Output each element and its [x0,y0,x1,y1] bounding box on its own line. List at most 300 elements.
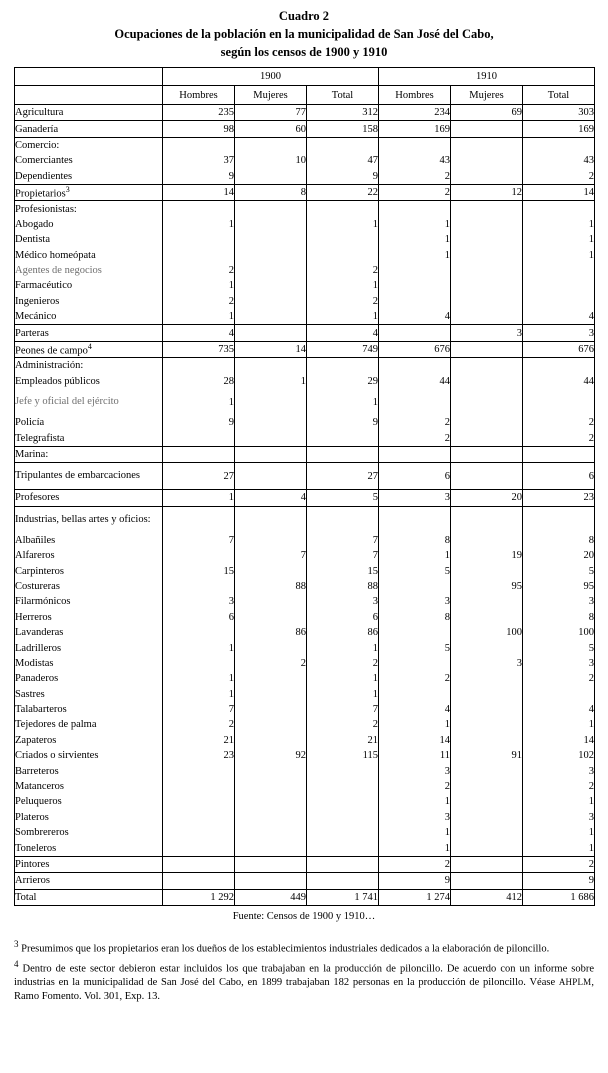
table-row [15,105,595,121]
row-value: 169 [379,121,451,137]
row-value: 6 [163,610,235,625]
row-value [163,506,235,533]
table-row [15,184,595,200]
row-value: 3 [451,325,523,341]
row-value: 9 [523,873,595,889]
row-value: 3 [523,656,595,671]
row-value [451,263,523,278]
row-label: Arrieros [15,873,163,889]
row-value [307,840,379,856]
row-value [163,248,235,263]
row-value [163,825,235,840]
row-value [235,137,307,153]
row-value [163,579,235,594]
row-value [307,779,379,794]
row-value: 2 [235,656,307,671]
row-value: 4 [523,309,595,325]
row-value [307,810,379,825]
row-label: Industrias, bellas artes y oficios: [15,506,163,533]
row-value: 1 [163,278,235,293]
row-value: 303 [523,105,595,121]
row-value [451,763,523,778]
row-value: 412 [451,889,523,905]
table-row [15,889,595,905]
row-value [451,687,523,702]
table-row [15,278,595,293]
row-value [451,463,523,490]
table-row [15,490,595,506]
table-row [15,294,595,309]
table-row [15,794,595,809]
row-value [523,137,595,153]
row-value [451,341,523,357]
row-value [379,687,451,702]
row-value [451,248,523,263]
row-value [235,825,307,840]
row-value [523,506,595,533]
table-row [15,325,595,341]
table-row [15,446,595,462]
row-value: 1 [379,717,451,732]
row-value: 7 [235,548,307,563]
row-value: 60 [235,121,307,137]
row-value: 7 [307,548,379,563]
row-value: 3 [523,325,595,341]
row-value [235,810,307,825]
header-col-total-1900: Total [307,86,379,105]
row-label: Peluqueros [15,796,62,808]
row-value: 7 [307,702,379,717]
row-label: Talabarteros [15,704,67,716]
row-value [235,325,307,341]
row-value: 12 [451,184,523,200]
row-value [235,733,307,748]
table-row [15,232,595,247]
table-row [15,309,595,325]
row-label: Policía [15,417,45,429]
row-value [451,640,523,655]
row-label: Comercio: [15,137,163,153]
row-value: 312 [307,105,379,121]
row-value: 1 686 [523,889,595,905]
row-value [163,625,235,640]
row-label: Abogado [15,218,54,230]
row-label: Agricultura [15,107,64,119]
row-value: 9 [307,415,379,430]
row-value: 3 [379,490,451,506]
row-value: 86 [307,625,379,640]
table-row [15,717,595,732]
row-value [163,763,235,778]
page-title: Cuadro 2 [278,9,330,23]
row-label: Barreteros [15,765,59,777]
row-value: 158 [307,121,379,137]
row-value [163,856,235,872]
row-value [235,278,307,293]
table-header [15,68,595,105]
row-value: 3 [307,594,379,609]
row-value: 44 [523,374,595,389]
table-row [15,169,595,185]
row-value [163,656,235,671]
row-value [379,201,451,217]
row-value [523,294,595,309]
row-value [451,779,523,794]
row-value: 1 [379,794,451,809]
row-value [235,840,307,856]
row-value [235,779,307,794]
row-value [163,201,235,217]
row-value [163,446,235,462]
page-subtitle-line1: Ocupaciones de la población en la municipalidad de San José del Cabo, [114,27,494,41]
row-value: 3 [523,810,595,825]
row-value: 1 [523,825,595,840]
row-value [235,415,307,430]
row-value: 1 [163,687,235,702]
table-row [15,463,595,490]
row-value [235,309,307,325]
footnote-3 [14,938,594,956]
row-value [307,825,379,840]
row-value: 1 [379,548,451,563]
row-value: 2 [307,717,379,732]
table-row [15,415,595,430]
row-value: 1 [523,217,595,232]
row-value: 1 [163,640,235,655]
row-label: Sastres [15,688,45,700]
row-value [307,248,379,263]
table-row [15,656,595,671]
row-value [379,278,451,293]
row-value [379,358,451,374]
row-value [451,840,523,856]
row-value: 1 [307,389,379,415]
table-row [15,341,595,357]
row-value: 3 [523,594,595,609]
row-value: 1 292 [163,889,235,905]
footnote-3-text: Presumimos que los propietarios eran los dueños de los establecimientos industriales dedicados a la elaboración de piloncillo. [21,943,550,955]
table-row [15,548,595,563]
row-label: Plateros [15,811,49,823]
row-label: Comerciantes [15,155,73,167]
row-value: 676 [379,341,451,357]
row-value: 1 [163,217,235,232]
row-value: 2 [163,294,235,309]
row-value: 27 [163,463,235,490]
row-value: 47 [307,153,379,168]
row-value [235,248,307,263]
row-value [235,169,307,185]
row-value: 69 [451,105,523,121]
row-value: 6 [379,463,451,490]
row-value [451,278,523,293]
row-value [451,733,523,748]
row-value: 14 [523,184,595,200]
row-value: 1 [379,217,451,232]
table-row [15,579,595,594]
row-value: 15 [163,563,235,578]
table-source-note: Fuente: Censos de 1900 y 1910… [232,910,376,922]
table-row [15,763,595,778]
row-value [451,169,523,185]
table-row [15,430,595,446]
header-col-hombres-1900: Hombres [163,86,235,105]
row-value [163,840,235,856]
row-value: 2 [523,415,595,430]
header-blank-corner [15,68,163,86]
row-value: 43 [523,153,595,168]
row-value: 1 [307,217,379,232]
row-value [379,294,451,309]
row-value [307,794,379,809]
row-value: 5 [523,640,595,655]
row-value: 9 [163,415,235,430]
row-value [523,278,595,293]
row-value: 14 [235,341,307,357]
table-row [15,533,595,548]
row-value [379,263,451,278]
row-value [235,389,307,415]
row-label: Empleados públicos [15,375,100,387]
row-value [451,153,523,168]
row-value: 21 [163,733,235,748]
row-label: Lavanderas [15,627,64,639]
row-value [379,389,451,415]
row-value: 2 [307,263,379,278]
row-value: 1 [379,232,451,247]
row-value [523,263,595,278]
row-value [235,358,307,374]
row-value [451,794,523,809]
row-value: 1 [163,389,235,415]
row-value: 2 [523,671,595,686]
row-value [235,687,307,702]
row-value: 3 [523,763,595,778]
row-value: 2 [379,671,451,686]
row-value [235,533,307,548]
row-value [451,873,523,889]
row-value: 749 [307,341,379,357]
row-label: Ladrilleros [15,642,62,654]
table-row [15,640,595,655]
row-value: 9 [307,169,379,185]
row-value [451,374,523,389]
row-value [523,358,595,374]
row-value [451,201,523,217]
table-row [15,856,595,872]
row-value: 234 [379,105,451,121]
table-row [15,358,595,374]
footnote-4-number: 4 [14,959,19,970]
row-value [235,217,307,232]
row-value [163,430,235,446]
row-value: 14 [163,184,235,200]
table-row [15,201,595,217]
row-value: 1 [379,825,451,840]
row-label: Parteras [15,325,163,341]
row-value [451,594,523,609]
row-value: 7 [307,533,379,548]
row-value: 1 [235,374,307,389]
footnote-3-number: 3 [14,938,19,949]
row-value [163,137,235,153]
row-value: 1 [163,671,235,686]
row-label: Farmacéutico [15,280,73,292]
row-value [451,810,523,825]
row-label: Total [15,889,163,905]
row-label: Dentista [15,234,50,246]
row-value [163,810,235,825]
row-value [163,779,235,794]
row-value: 4 [379,702,451,717]
row-value: 5 [307,490,379,506]
row-value [235,430,307,446]
table-row [15,625,595,640]
row-value: 1 [307,640,379,655]
row-value: 115 [307,748,379,763]
row-label: Matanceros [15,781,64,793]
row-label: Filarmónicos [15,596,71,608]
row-value [307,137,379,153]
table-row [15,563,595,578]
row-label: Ganadería [15,121,163,137]
row-value [379,506,451,533]
row-value: 2 [523,169,595,185]
row-value: 19 [451,548,523,563]
row-label: Administración: [15,358,163,374]
row-value: 4 [523,702,595,717]
table-row [15,217,595,232]
row-value [235,263,307,278]
row-value [235,446,307,462]
row-value: 23 [523,490,595,506]
row-value [379,137,451,153]
row-value: 20 [523,548,595,563]
row-value [307,430,379,446]
row-label: Zapateros [15,734,57,746]
row-value: 2 [523,856,595,872]
row-value: 2 [379,415,451,430]
row-label: Modistas [15,657,54,669]
table-row [15,248,595,263]
row-value [451,430,523,446]
row-value: 1 [379,840,451,856]
row-value: 5 [379,640,451,655]
row-value [451,671,523,686]
row-value: 2 [523,430,595,446]
row-value: 21 [307,733,379,748]
row-value [451,825,523,840]
row-value: 14 [379,733,451,748]
table-row [15,121,595,137]
row-label: Tripulantes de embarcaciones [15,463,163,490]
row-value: 100 [451,625,523,640]
row-value [451,137,523,153]
row-value: 1 [523,794,595,809]
row-value: 8 [379,533,451,548]
row-value: 9 [379,873,451,889]
row-value: 2 [379,184,451,200]
row-value [235,763,307,778]
row-value [235,232,307,247]
row-value [307,446,379,462]
row-value: 44 [379,374,451,389]
row-value: 2 [523,779,595,794]
row-value: 5 [523,563,595,578]
row-value [451,856,523,872]
row-value: 5 [379,563,451,578]
header-col-total-1910: Total [523,86,595,105]
table-row [15,810,595,825]
row-value: 3 [379,594,451,609]
row-value: 37 [163,153,235,168]
row-value: 3 [379,763,451,778]
header-blank-corner-2 [15,86,163,105]
row-value [451,294,523,309]
row-value: 4 [235,490,307,506]
row-value: 8 [379,610,451,625]
table-row [15,389,595,415]
row-value: 29 [307,374,379,389]
row-value: 1 [379,248,451,263]
row-value: 10 [235,153,307,168]
row-value: 3 [379,810,451,825]
footnote-marker: 4 [87,342,92,352]
row-value: 100 [523,625,595,640]
row-value [451,415,523,430]
row-value: 8 [523,610,595,625]
row-value [379,625,451,640]
row-value [523,201,595,217]
row-label: Ingenieros [15,295,60,307]
row-value: 2 [307,656,379,671]
row-value [451,389,523,415]
row-value: 7 [163,533,235,548]
row-value [451,610,523,625]
row-value: 1 [523,840,595,856]
row-value [523,687,595,702]
row-value [235,856,307,872]
row-value: 449 [235,889,307,905]
row-label: Telegrafista [15,432,65,444]
row-label: Profesionistas: [15,201,163,217]
row-value [451,702,523,717]
row-value: 6 [523,463,595,490]
footnote-4-smallcaps: AHPLM [558,977,592,988]
row-value: 4 [379,309,451,325]
row-label: Herreros [15,611,52,623]
row-value: 1 [307,671,379,686]
row-value [451,217,523,232]
row-label: Pintores [15,856,163,872]
header-col-hombres-1910: Hombres [379,86,451,105]
row-value: 1 [307,309,379,325]
row-value: 27 [307,463,379,490]
row-label: Profesores [15,490,163,506]
row-value [307,763,379,778]
row-value: 2 [379,169,451,185]
row-value [163,794,235,809]
row-value: 92 [235,748,307,763]
table-row [15,873,595,889]
row-value [307,201,379,217]
row-label: Dependientes [15,170,73,182]
row-value [235,702,307,717]
row-value: 3 [451,656,523,671]
row-value [235,594,307,609]
row-value: 1 [307,278,379,293]
row-label: Jefe y oficial del ejército [15,396,119,408]
